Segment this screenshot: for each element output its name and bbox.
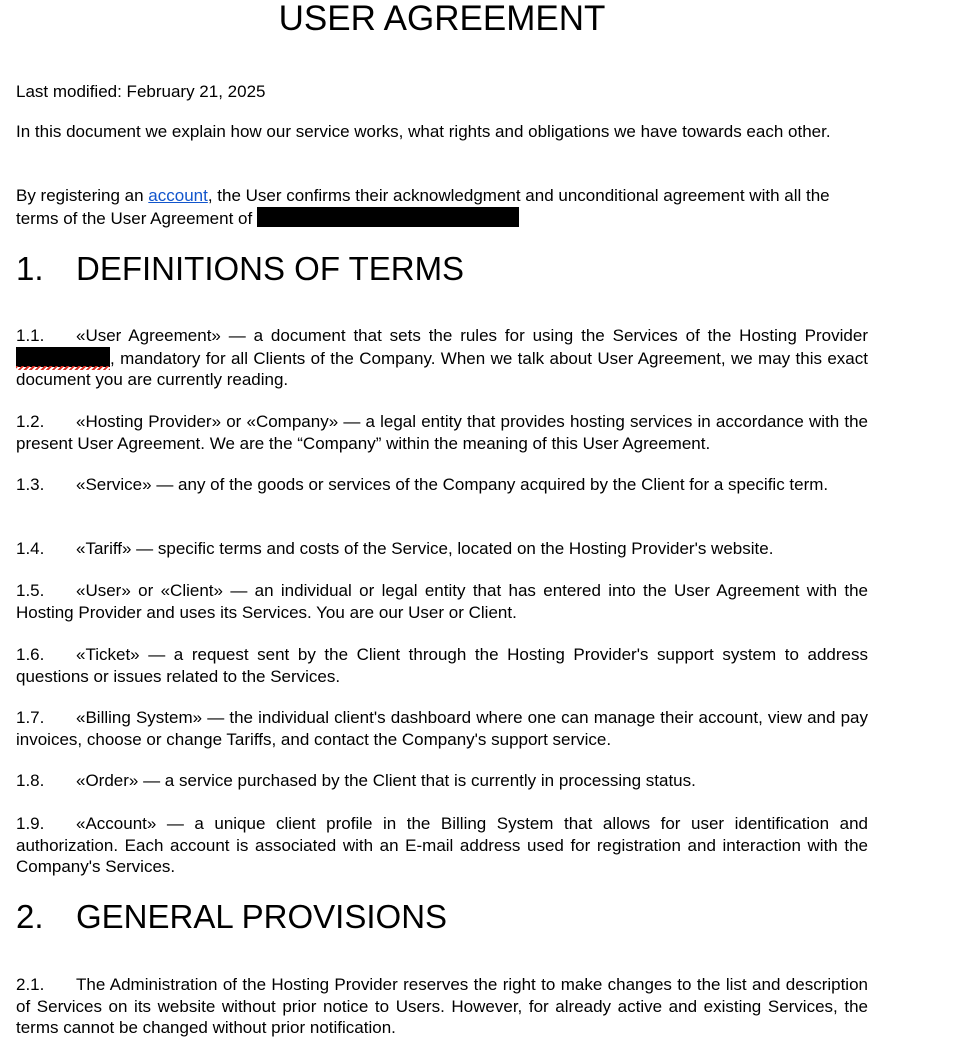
account-link[interactable]: account [148, 186, 208, 205]
clause-number: 1.1. [16, 326, 45, 345]
clause-text: «Hosting Provider» or «Company» — a legal entity that provides hosting services in accordance with the present User Agreement. We are the “Company” within the meaning of this User Agreement. [16, 412, 868, 453]
clause-1-9 [16, 813, 868, 878]
clause-1-3 [16, 474, 868, 496]
clause-1-4 [16, 538, 868, 560]
section-number: 2. [16, 898, 44, 935]
clause-2-1 [16, 974, 868, 1039]
agreement-paragraph [16, 185, 868, 229]
clause-1-6 [16, 644, 868, 687]
clause-1-8 [16, 770, 868, 792]
clause-1-7 [16, 707, 868, 750]
clause-text: «Order» — a service purchased by the Client that is currently in processing status. [76, 771, 696, 790]
spellcheck-underline [16, 366, 110, 370]
document-page [16, 0, 868, 1037]
clause-number: 1.5. [16, 581, 45, 600]
clause-number: 1.7. [16, 708, 45, 727]
clause-number: 2.1. [16, 975, 45, 994]
clause-text-before: «User Agreement» — a document that sets the rules for using the Services of the Hosting Provider [76, 326, 868, 345]
clause-number: 1.4. [16, 539, 45, 558]
agreement-prefix-text: By registering an [16, 186, 149, 205]
clause-number: 1.8. [16, 771, 45, 790]
redacted-provider-name [16, 347, 110, 367]
clause-1-2 [16, 411, 868, 454]
section-number: 1. [16, 250, 44, 287]
section-heading-general-provisions [16, 898, 447, 936]
intro-paragraph: In this document we explain how our service works, what rights and obligations we have towards each other. [16, 122, 831, 141]
clause-number: 1.3. [16, 475, 45, 494]
document-title: USER AGREEMENT [278, 0, 606, 38]
agreement-suffix-text: , the User confirms their acknowledgment and unconditional agreement with all the terms of the User Agreement of [16, 186, 830, 228]
section-title: DEFINITIONS OF TERMS [76, 250, 465, 287]
clause-text: «Tariff» — specific terms and costs of the Service, located on the Hosting Provider's website. [76, 539, 774, 558]
clause-text: The Administration of the Hosting Provider reserves the right to make changes to the list and description of Services on its website without prior notice to Users. However, for already active and existing Services, the terms cannot be changed without prior notification. [16, 975, 868, 1037]
last-modified-date: Last modified: February 21, 2025 [16, 82, 266, 101]
clause-text-after: , mandatory for all Clients of the Company. When we talk about User Agreement, we may this exact document you are currently reading. [16, 348, 868, 389]
clause-1-5 [16, 580, 868, 623]
clause-number: 1.9. [16, 814, 45, 833]
clause-number: 1.6. [16, 645, 45, 664]
section-heading-definitions [16, 250, 464, 288]
clause-text: «Billing System» — the individual client's dashboard where one can manage their account, view and pay invoices, choose or change Tariffs, and contact the Company's support service. [16, 708, 868, 749]
clause-text: «User» or «Client» — an individual or legal entity that has entered into the User Agreement with the Hosting Provider and uses its Services. You are our User or Client. [16, 581, 868, 622]
section-title: GENERAL PROVISIONS [76, 898, 448, 935]
clause-number: 1.2. [16, 412, 45, 431]
clause-text: «Service» — any of the goods or services of the Company acquired by the Client for a specific term. [76, 475, 829, 494]
clause-text: «Account» — a unique client profile in the Billing System that allows for user identification and authorization. Each account is associated with an E-mail address used for registration and interaction with the Company's Services. [16, 814, 868, 876]
clause-text: «Ticket» — a request sent by the Client through the Hosting Provider's support system to address questions or issues related to the Services. [16, 645, 868, 686]
clause-1-1 [16, 325, 868, 391]
redacted-company-name [257, 207, 519, 227]
